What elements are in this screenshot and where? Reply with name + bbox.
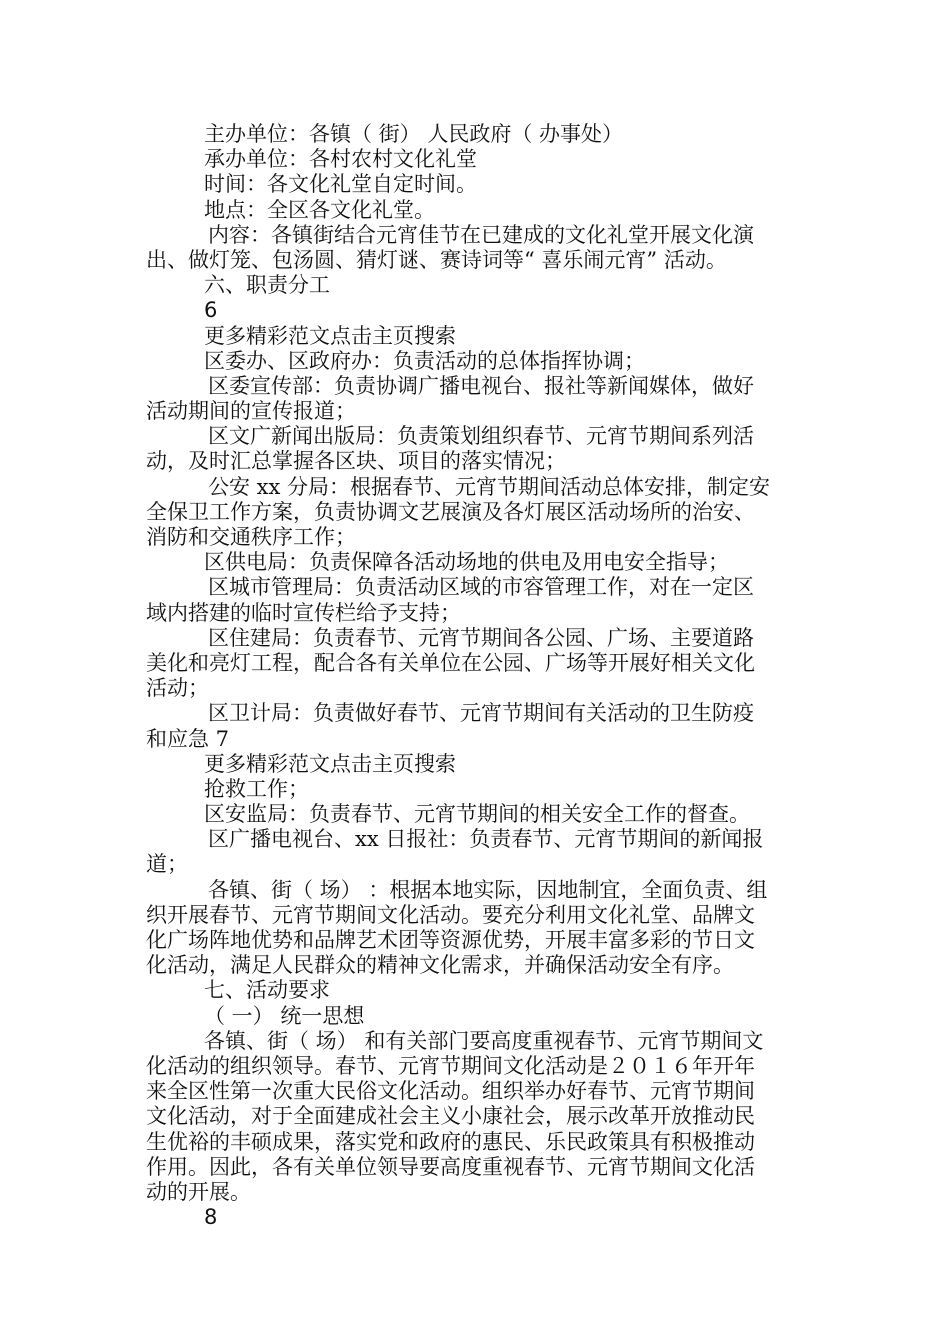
text-line: 区委办、区政府办：负责活动的总体指挥协调； (204, 348, 645, 373)
text-line: 出、做灯笼、包汤圆、猜灯谜、赛诗词等“ 喜乐闹元宵” 活动。 (146, 247, 727, 272)
text-line: 生优裕的丰硕成果，落实党和政府的惠民、乐民政策具有积极推动 (146, 1129, 755, 1154)
text-line: 美化和亮灯工程，配合各有关单位在公园、广场等开展好相关文化 (146, 650, 755, 675)
text-line: 全保卫工作方案，负责协调文艺展演及各灯展区活动场所的治安、 (146, 499, 755, 524)
text-line: 活动期间的宣传报道； (146, 399, 356, 424)
text-line: 区城市管理局：负责活动区域的市容管理工作，对在一定区 (208, 575, 754, 600)
text-line: 域内搭建的临时宣传栏给予支持； (146, 600, 461, 625)
text-line: 各镇、街（ 场） ：根据本地实际，因地制宜，全面负责、组 (208, 877, 768, 902)
text-line: 区委宣传部：负责协调广播电视台、报社等新闻媒体，做好 (208, 373, 754, 398)
text-line: 抢救工作； (204, 776, 309, 801)
text-line: 区住建局：负责春节、元宵节期间各公园、广场、主要道路 (208, 625, 754, 650)
text-line: 公安 xx 分局：根据春节、元宵节期间活动总体安排，制定安 (208, 474, 771, 499)
text-line: 道； (146, 852, 188, 877)
subsection-heading: （ 一） 统一思想 (204, 1003, 365, 1028)
text-line: 区供电局：负责保障各活动场地的供电及用电安全指导； (204, 550, 729, 575)
text-line: 承办单位：各村农村文化礼堂 (204, 147, 477, 172)
text-line: 区卫计局：负责做好春节、元宵节期间有关活动的卫生防疫 (208, 701, 754, 726)
text-line: 作用。因此，各有关单位领导要高度重视春节、元宵节期间文化活 (146, 1154, 755, 1179)
text-line: 区广播电视台、xx 日报社：负责春节、元宵节期间的新闻报 (208, 827, 764, 852)
text-line: 动的开展。 (146, 1179, 251, 1204)
page-number: 8 (204, 1205, 218, 1230)
text-line: 区文广新闻出版局：负责策划组织春节、元宵节期间系列活 (208, 424, 754, 449)
text-line: 化活动，满足人民群众的精神文化需求，并确保活动安全有序。 (146, 953, 734, 978)
text-line: 主办单位：各镇（ 街） 人民政府（ 办事处） (204, 122, 624, 146)
text-line: 时间：各文化礼堂自定时间。 (204, 172, 477, 197)
footer-note: 更多精彩范文点击主页搜索 (204, 751, 456, 776)
text-line: 地点：全区各文化礼堂。 (204, 197, 435, 222)
text-line: 文化活动，对于全面建成社会主义小康社会，展示改革开放推动民 (146, 1104, 755, 1129)
text-line: 动，及时汇总掌握各区块、项目的落实情况； (146, 449, 566, 474)
text-line: 各镇、街（ 场） 和有关部门要高度重视春节、元宵节期间文 (204, 1028, 764, 1053)
text-line: 和应急 7 (146, 726, 230, 751)
text-line: 来全区性第一次重大民俗文化活动。组织举办好春节、元宵节期间 (146, 1079, 755, 1104)
text-line: 区安监局：负责春节、元宵节期间的相关安全工作的督查。 (204, 802, 750, 827)
text-line: 消防和交通秩序工作； (146, 525, 356, 549)
text-line: 活动； (146, 676, 209, 701)
page-number: 6 (204, 298, 218, 323)
footer-note: 更多精彩范文点击主页搜索 (204, 323, 456, 348)
section-heading: 七、活动要求 (204, 978, 330, 1003)
section-heading: 六、职责分工 (204, 273, 330, 298)
text-line: 织开展春节、元宵节期间文化活动。要充分利用文化礼堂、品牌文 (146, 902, 755, 927)
text-line: 化活动的组织领导。春节、元宵节期间文化活动是２０１６年开年 (146, 1053, 755, 1078)
document-body (146, 122, 811, 1230)
text-line: 内容：各镇街结合元宵佳节在已建成的文化礼堂开展文化演 (208, 222, 754, 247)
text-line: 化广场阵地优势和品牌艺术团等资源优势，开展丰富多彩的节日文 (146, 928, 755, 952)
